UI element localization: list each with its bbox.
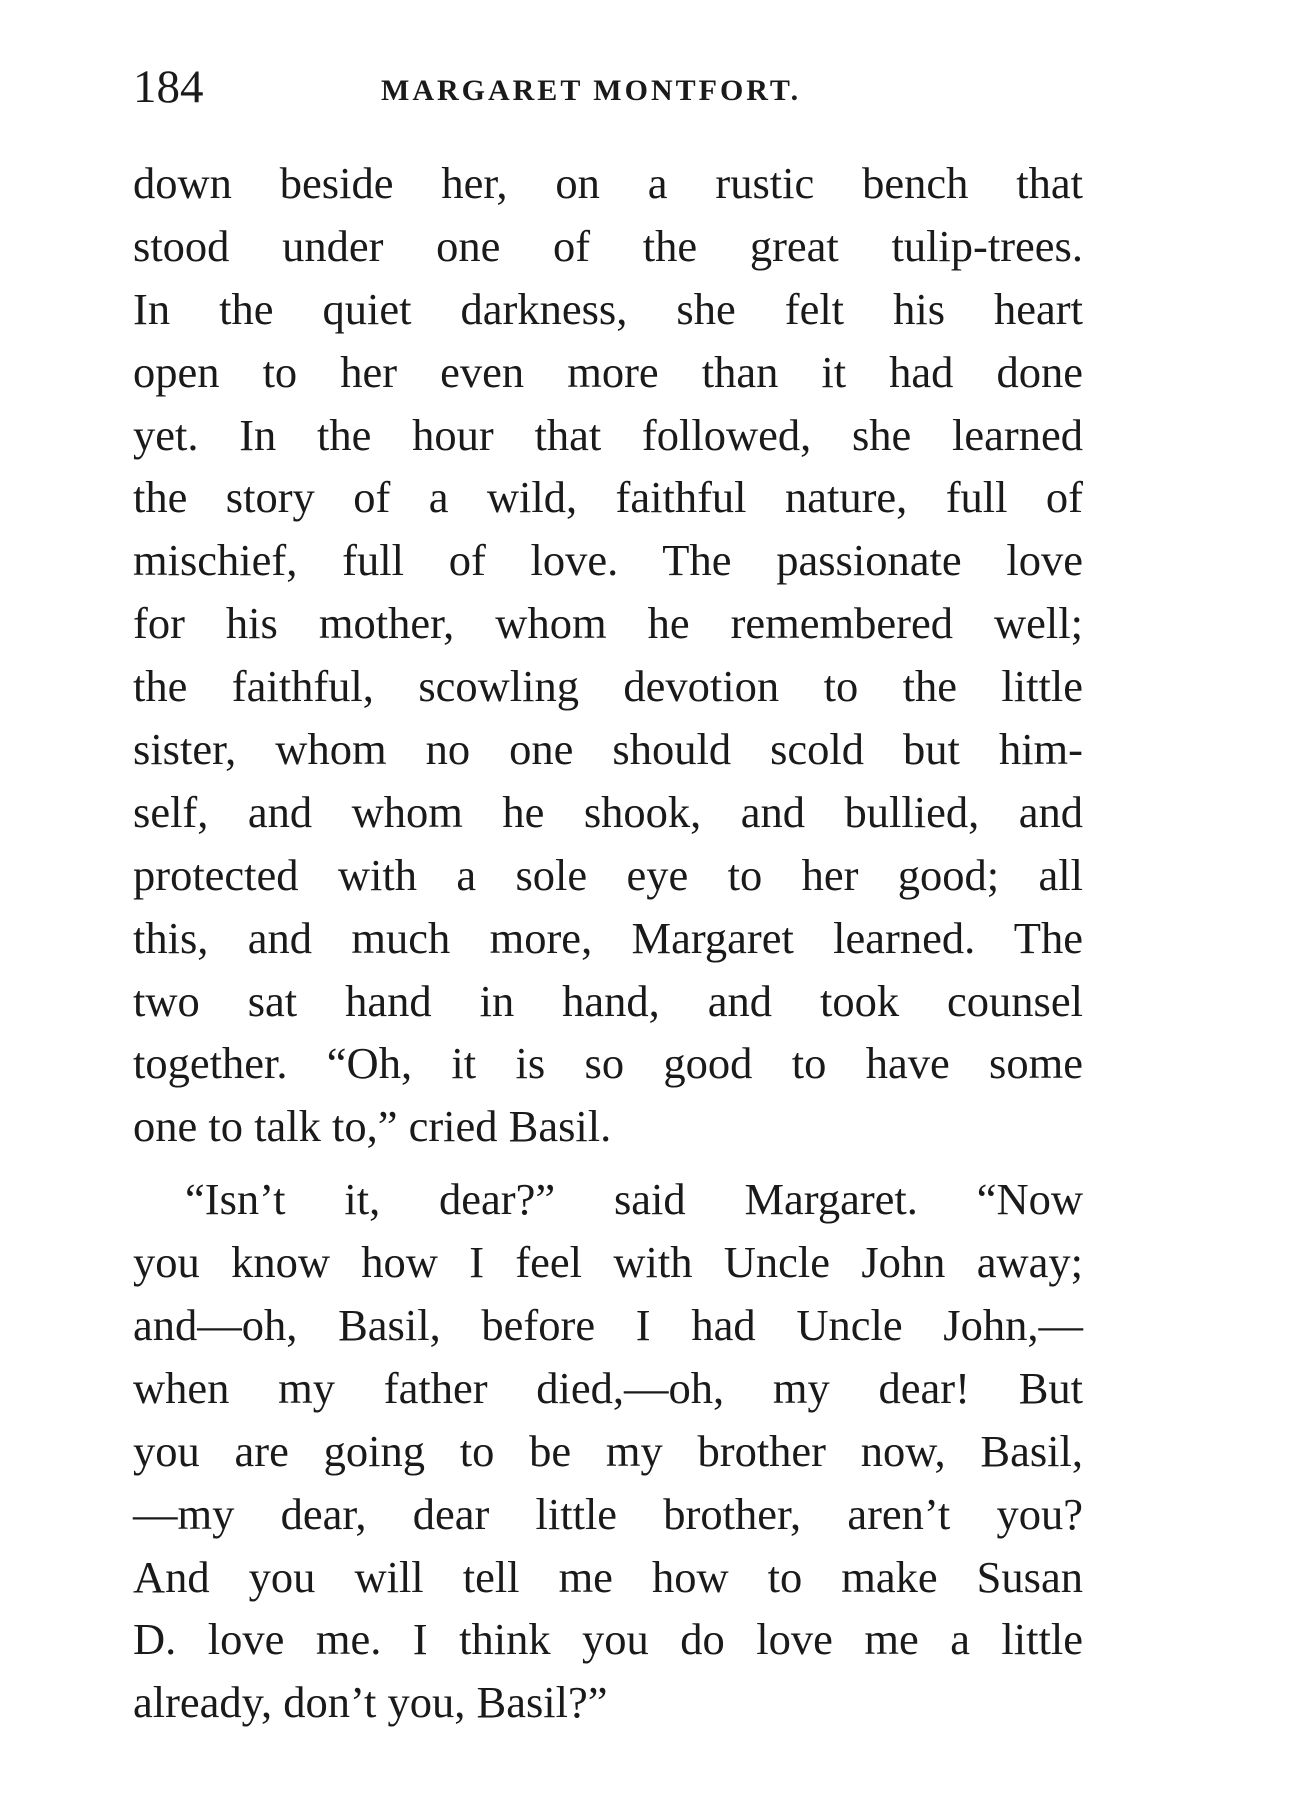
text-line: And you will tell me how to make Susan — [133, 1551, 1083, 1602]
body-text — [133, 152, 1083, 1734]
text-line: for his mother, whom he remembered well; — [133, 598, 1083, 649]
text-line: “Isn’t it, dear?” said Margaret. “Now — [185, 1174, 1083, 1225]
text-line: sister, whom no one should scold but him- — [133, 724, 1083, 775]
running-head — [133, 52, 1083, 122]
text-line: together. “Oh, it is so good to have some — [133, 1038, 1083, 1089]
text-line: In the quiet darkness, she felt his heart — [133, 283, 1083, 334]
text-line: when my father died,—oh, my dear! But — [133, 1362, 1083, 1413]
text-line: and—oh, Basil, before I had Uncle John,— — [133, 1300, 1083, 1351]
text-line: two sat hand in hand, and took counsel — [133, 975, 1083, 1026]
paragraph-1 — [133, 152, 1083, 1158]
text-line: this, and much more, Margaret learned. The — [133, 912, 1083, 963]
text-line: open to her even more than it had done — [133, 346, 1083, 397]
text-line: one to talk to,” cried Basil. — [133, 1101, 612, 1152]
page-number: 184 — [133, 61, 204, 113]
paragraph-gap — [133, 1158, 1083, 1168]
running-title: MARGARET MONTFORT. — [381, 74, 802, 107]
text-line: the faithful, scowling devotion to the little — [133, 661, 1083, 712]
text-line: protected with a sole eye to her good; all — [133, 849, 1083, 900]
text-line: you are going to be my brother now, Basil, — [133, 1425, 1083, 1476]
text-line: —my dear, dear little brother, aren’t you? — [133, 1488, 1083, 1539]
paragraph-2 — [133, 1168, 1083, 1734]
text-line: the story of a wild, faithful nature, full of — [133, 472, 1083, 523]
text-line: self, and whom he shook, and bullied, and — [133, 786, 1083, 837]
text-line: stood under one of the great tulip-trees. — [133, 220, 1083, 271]
text-line: already, don’t you, Basil?” — [133, 1677, 608, 1728]
text-line: D. love me. I think you do love me a little — [133, 1614, 1083, 1665]
text-line: yet. In the hour that followed, she learned — [133, 409, 1083, 460]
text-line: you know how I feel with Uncle John away; — [133, 1237, 1083, 1288]
text-line: mischief, full of love. The passionate love — [133, 535, 1083, 586]
text-line: down beside her, on a rustic bench that — [133, 158, 1083, 208]
